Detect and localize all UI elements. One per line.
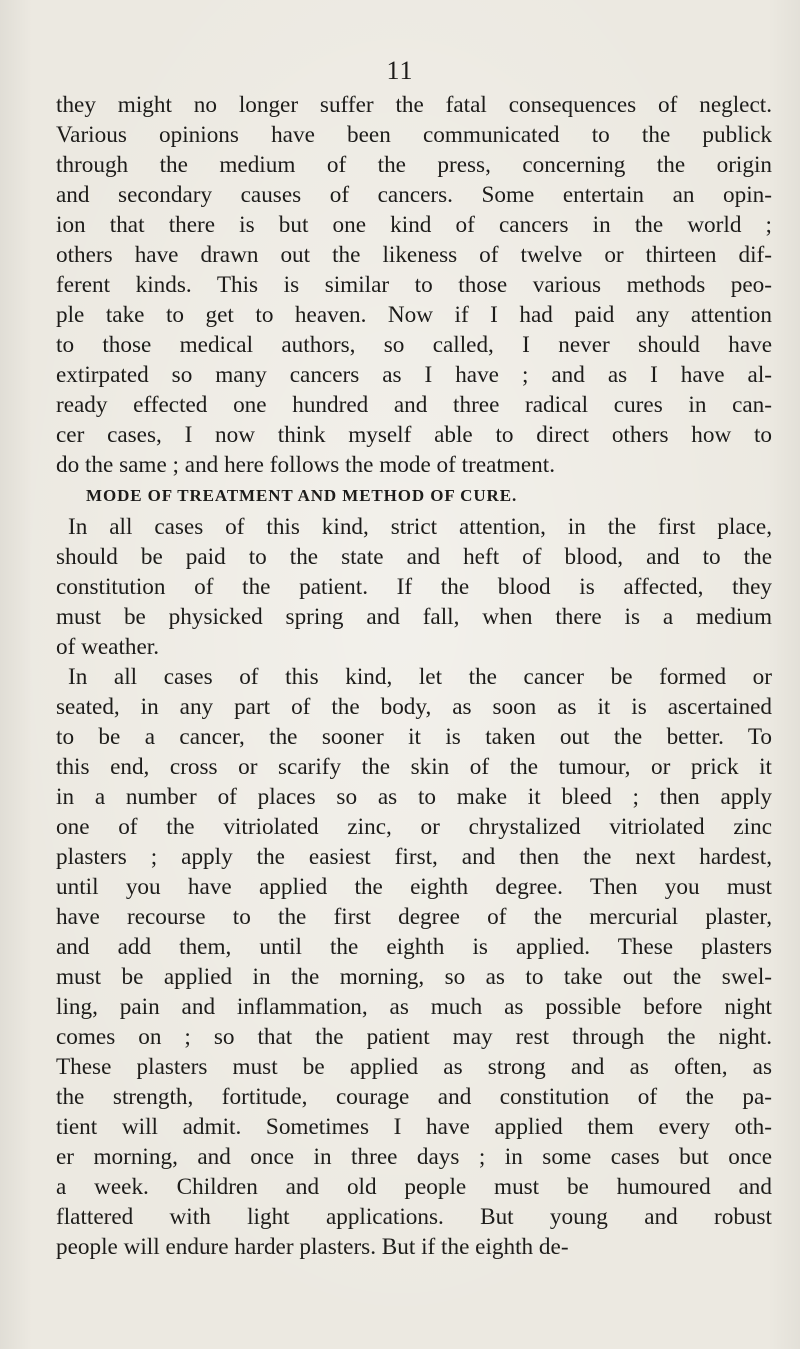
text-line: the strength, fortitude, courage and constitution of the pa- [56, 1084, 772, 1110]
text-line: must be physicked spring and fall, when there is a medium [56, 604, 772, 630]
text-line: plasters ; apply the easiest first, and then the next hardest, [56, 844, 772, 870]
text-line: one of the vitriolated zinc, or chrystalized vitriolated zinc [56, 814, 772, 840]
text-line: must be applied in the morning, so as to take out the swel- [56, 964, 772, 990]
text-line: extirpated so many cancers as I have ; and as I have al- [56, 362, 772, 388]
text-line: ready effected one hundred and three radical cures in can- [56, 392, 772, 418]
text-line: ling, pain and inflammation, as much as possible before night [56, 994, 772, 1020]
text-line: to those medical authors, so called, I never should have [56, 332, 772, 358]
text-line: tient will admit. Sometimes I have applied them every oth- [56, 1114, 772, 1140]
text-line: of weather. [56, 634, 160, 660]
paragraph-intro [56, 90, 772, 480]
text-line: comes on ; so that the patient may rest through the night. [56, 1024, 772, 1050]
text-line: seated, in any part of the body, as soon as it is ascertained [56, 694, 772, 720]
text-line: and secondary causes of cancers. Some entertain an opin- [56, 182, 772, 208]
paragraph-treatment [56, 662, 772, 1262]
text-line: cer cases, I now think myself able to direct others how to [56, 422, 772, 448]
text-line: and add them, until the eighth is applied. These plasters [56, 934, 772, 960]
text-line: ion that there is but one kind of cancers in the world ; [56, 212, 772, 238]
text-line: have recourse to the first degree of the mercurial plaster, [56, 904, 772, 930]
page-number: 11 [386, 56, 414, 85]
paragraph-blood [56, 512, 772, 662]
text-line: er morning, and once in three days ; in some cases but once [56, 1144, 772, 1170]
text-line: should be paid to the state and heft of blood, and to the [56, 544, 772, 570]
text-line: ple take to get to heaven. Now if I had paid any attention [56, 302, 772, 328]
text-line: a week. Children and old people must be humoured and [56, 1174, 772, 1200]
text-line: In all cases of this kind, let the cancer be formed or [68, 664, 772, 690]
text-line: constitution of the patient. If the blood is affected, they [56, 574, 772, 600]
text-line: people will endure harder plasters. But if the eighth de- [56, 1234, 569, 1260]
section-heading: MODE OF TREATMENT AND METHOD OF CURE. [86, 486, 518, 505]
text-line: Various opinions have been communicated to the publick [56, 122, 772, 148]
page-text [56, 90, 772, 1262]
text-line: These plasters must be applied as strong and as often, as [56, 1054, 772, 1080]
text-line: In all cases of this kind, strict attention, in the first place, [68, 514, 772, 540]
text-line: ferent kinds. This is similar to those various methods peo- [56, 272, 772, 298]
text-line: until you have applied the eighth degree. Then you must [56, 874, 772, 900]
text-line: flattered with light applications. But young and robust [56, 1204, 772, 1230]
text-line: do the same ; and here follows the mode of treatment. [56, 452, 556, 478]
text-line: to be a cancer, the sooner it is taken out the better. To [56, 724, 772, 750]
text-line: in a number of places so as to make it bleed ; then apply [56, 784, 772, 810]
text-line: they might no longer suffer the fatal consequences of neglect. [56, 92, 772, 118]
text-line: through the medium of the press, concerning the origin [56, 152, 772, 178]
text-line: this end, cross or scarify the skin of the tumour, or prick it [56, 754, 772, 780]
text-line: others have drawn out the likeness of twelve or thirteen dif- [56, 242, 772, 268]
